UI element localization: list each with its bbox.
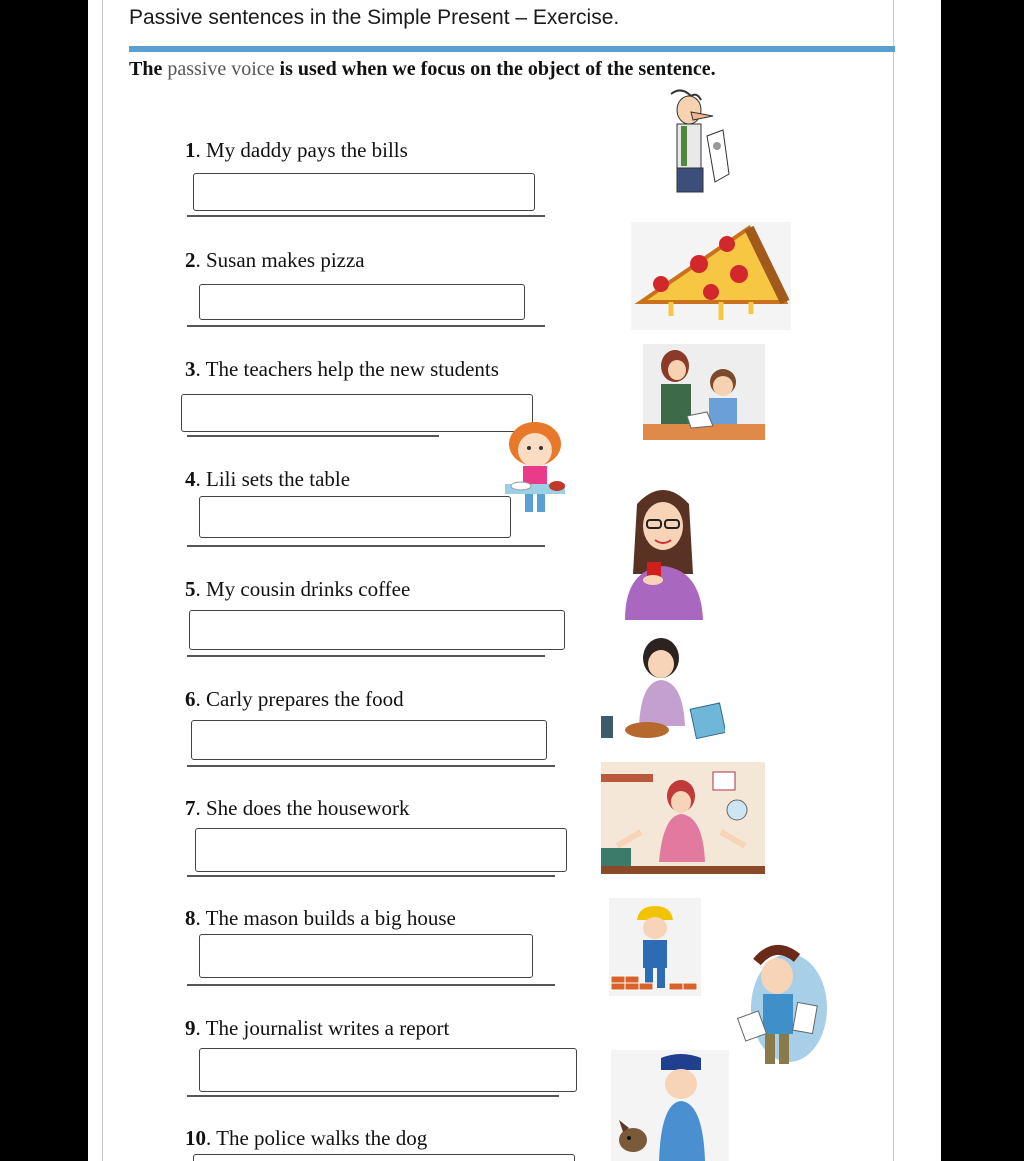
- question-sep: .: [195, 467, 206, 491]
- question-9: [185, 1016, 449, 1041]
- worksheet-title: Passive sentences in the Simple Present – Exercise.: [129, 6, 620, 29]
- question-4: [185, 467, 350, 492]
- question-sep: .: [195, 357, 206, 381]
- question-6: [185, 687, 404, 712]
- answer-line-4: [187, 545, 545, 547]
- question-text: Susan makes pizza: [206, 248, 365, 272]
- journalist-image: [737, 940, 829, 1078]
- question-text: My daddy pays the bills: [206, 138, 408, 162]
- question-5: [185, 577, 410, 602]
- question-1: [185, 138, 408, 163]
- answer-field-6[interactable]: [191, 720, 547, 760]
- question-number: 9: [185, 1016, 196, 1040]
- woman-cooking-image: [597, 636, 725, 746]
- intro-part-1: The: [129, 58, 168, 80]
- answer-field-7[interactable]: [195, 828, 567, 872]
- police-with-dog-image: [611, 1050, 729, 1161]
- intro-sentence: [129, 58, 716, 81]
- question-number: 6: [185, 687, 196, 711]
- answer-line-6: [187, 765, 555, 767]
- question-text: The mason builds a big house: [205, 906, 456, 930]
- answer-line-1: [187, 215, 545, 217]
- answer-field-9[interactable]: [199, 1048, 577, 1092]
- teacher-and-student-image: [643, 344, 765, 440]
- answer-field-3[interactable]: [181, 394, 533, 432]
- question-number: 5: [185, 577, 196, 601]
- answer-line-5: [187, 655, 545, 657]
- intro-part-3: is used when we focus on the object of the sentence.: [274, 58, 716, 80]
- question-text: The police walks the dog: [216, 1126, 428, 1150]
- question-number: 4: [185, 467, 196, 491]
- answer-field-1[interactable]: [193, 173, 535, 211]
- question-10: [185, 1126, 427, 1151]
- answer-field-5[interactable]: [189, 610, 565, 650]
- answer-line-7: [187, 875, 555, 877]
- question-sep: .: [195, 906, 206, 930]
- pizza-slice-image: [631, 222, 791, 330]
- question-sep: .: [195, 577, 206, 601]
- mason-building-image: [609, 898, 701, 996]
- worksheet-frame: [102, 0, 894, 1161]
- answer-field-2[interactable]: [199, 284, 525, 320]
- woman-housework-image: [601, 762, 765, 874]
- question-sep: .: [206, 1126, 217, 1150]
- question-number: 3: [185, 357, 196, 381]
- answer-line-9: [187, 1095, 559, 1097]
- question-text: Lili sets the table: [206, 467, 351, 491]
- question-8: [185, 906, 456, 931]
- question-sep: .: [195, 796, 206, 820]
- man-with-bills-image: [651, 86, 735, 198]
- question-text: Carly prepares the food: [206, 687, 404, 711]
- intro-part-2: passive voice: [167, 58, 275, 80]
- question-number: 2: [185, 248, 196, 272]
- question-3: [185, 357, 499, 382]
- question-text: My cousin drinks coffee: [206, 577, 411, 601]
- question-text: She does the housework: [206, 796, 410, 820]
- question-sep: .: [195, 248, 206, 272]
- worksheet-page: [88, 0, 941, 1161]
- question-sep: .: [195, 687, 206, 711]
- question-number: 10: [185, 1126, 206, 1150]
- question-text: The journalist writes a report: [205, 1016, 450, 1040]
- question-number: 1: [185, 138, 196, 162]
- answer-field-4[interactable]: [199, 496, 511, 538]
- question-sep: .: [195, 138, 206, 162]
- question-number: 8: [185, 906, 196, 930]
- answer-line-3: [187, 435, 439, 437]
- question-sep: .: [195, 1016, 206, 1040]
- question-2: [185, 248, 365, 273]
- answer-line-2: [187, 325, 545, 327]
- woman-drinking-coffee-image: [617, 484, 711, 622]
- answer-line-8: [187, 984, 555, 986]
- title-rule: [129, 46, 895, 52]
- answer-field-10[interactable]: [193, 1154, 575, 1161]
- question-7: [185, 796, 410, 821]
- girl-setting-table-image: [501, 420, 573, 520]
- question-number: 7: [185, 796, 196, 820]
- question-text: The teachers help the new students: [205, 357, 499, 381]
- answer-field-8[interactable]: [199, 934, 533, 978]
